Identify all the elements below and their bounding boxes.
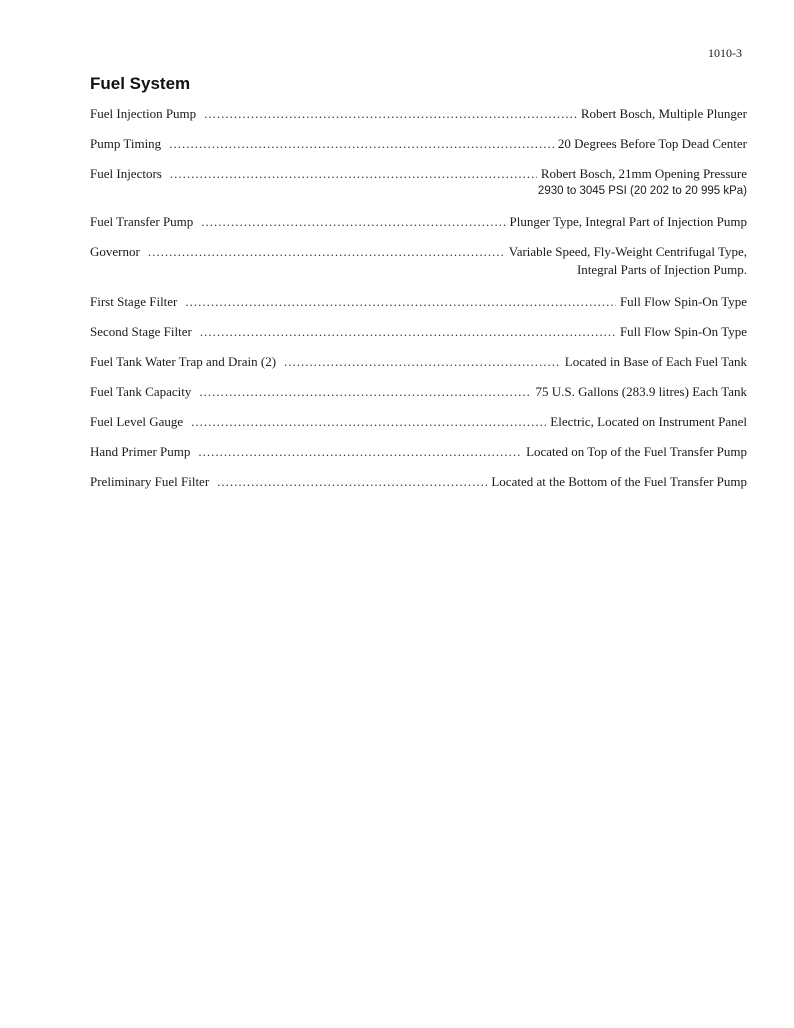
spec-value: Variable Speed, Fly-Weight Centrifugal Type, — [508, 244, 747, 259]
spec-first-stage-filter — [90, 293, 747, 311]
page-number: 1010-3 — [708, 46, 742, 60]
spec-label: Pump Timing — [90, 136, 162, 151]
dot-leader — [185, 293, 616, 311]
spec-label: Fuel Tank Water Trap and Drain (2) — [90, 354, 277, 369]
spec-fuel-injection-pump — [90, 105, 747, 123]
spec-line — [90, 443, 747, 461]
dot-leader — [191, 413, 546, 431]
section-title: Fuel System — [90, 74, 191, 93]
spec-fuel-injectors — [90, 165, 747, 199]
spec-fuel-transfer-pump — [90, 213, 747, 231]
spec-value: Plunger Type, Integral Part of Injection Pump — [509, 214, 747, 229]
dot-leader — [201, 213, 505, 231]
spec-line — [90, 323, 747, 341]
spec-fuel-tank-capacity — [90, 383, 747, 401]
spec-pump-timing — [90, 135, 747, 153]
spec-value: Robert Bosch, Multiple Plunger — [580, 106, 747, 121]
dot-leader — [200, 323, 616, 341]
spec-line — [90, 243, 747, 261]
dot-leader — [198, 443, 522, 461]
spec-line — [90, 353, 747, 371]
spec-line — [90, 135, 747, 153]
spec-label: Fuel Injectors — [90, 166, 162, 181]
spec-value-continuation: 2930 to 3045 PSI (20 202 to 20 995 kPa) — [537, 185, 747, 197]
spec-preliminary-fuel-filter — [90, 473, 747, 491]
spec-list — [90, 105, 747, 503]
spec-fuel-level-gauge — [90, 413, 747, 431]
spec-label: Second Stage Filter — [90, 324, 192, 339]
spec-hand-primer-pump — [90, 443, 747, 461]
dot-leader — [284, 353, 561, 371]
spec-label: Preliminary Fuel Filter — [90, 474, 210, 489]
spec-label: Fuel Transfer Pump — [90, 214, 194, 229]
spec-value: Robert Bosch, 21mm Opening Pressure — [540, 166, 747, 181]
spec-label: Fuel Level Gauge — [90, 414, 184, 429]
spec-label: Governor — [90, 244, 140, 259]
dot-leader — [204, 105, 577, 123]
spec-line — [90, 383, 747, 401]
spec-label: Hand Primer Pump — [90, 444, 191, 459]
spec-line — [90, 413, 747, 431]
spec-second-stage-filter — [90, 323, 747, 341]
spec-value: 75 U.S. Gallons (283.9 litres) Each Tank — [535, 384, 747, 399]
spec-value: Located at the Bottom of the Fuel Transfer Pump — [491, 474, 747, 489]
spec-line — [90, 165, 747, 183]
spec-value: Electric, Located on Instrument Panel — [550, 414, 747, 429]
spec-value: Located on Top of the Fuel Transfer Pump — [526, 444, 747, 459]
spec-line — [90, 213, 747, 231]
spec-governor — [90, 243, 747, 279]
dot-leader — [169, 135, 554, 153]
spec-label: Fuel Injection Pump — [90, 106, 197, 121]
spec-line — [90, 293, 747, 311]
spec-label: First Stage Filter — [90, 294, 178, 309]
spec-label: Fuel Tank Capacity — [90, 384, 192, 399]
dot-leader — [170, 165, 537, 183]
spec-value: 20 Degrees Before Top Dead Center — [557, 136, 747, 151]
spec-line — [90, 105, 747, 123]
spec-fuel-tank-water-trap — [90, 353, 747, 371]
spec-line — [90, 473, 747, 491]
dot-leader — [217, 473, 487, 491]
spec-value-continuation: Integral Parts of Injection Pump. — [576, 262, 747, 277]
spec-value: Full Flow Spin-On Type — [619, 324, 747, 339]
spec-value: Located in Base of Each Fuel Tank — [564, 354, 747, 369]
dot-leader — [148, 243, 505, 261]
spec-value: Full Flow Spin-On Type — [619, 294, 747, 309]
dot-leader — [199, 383, 531, 401]
